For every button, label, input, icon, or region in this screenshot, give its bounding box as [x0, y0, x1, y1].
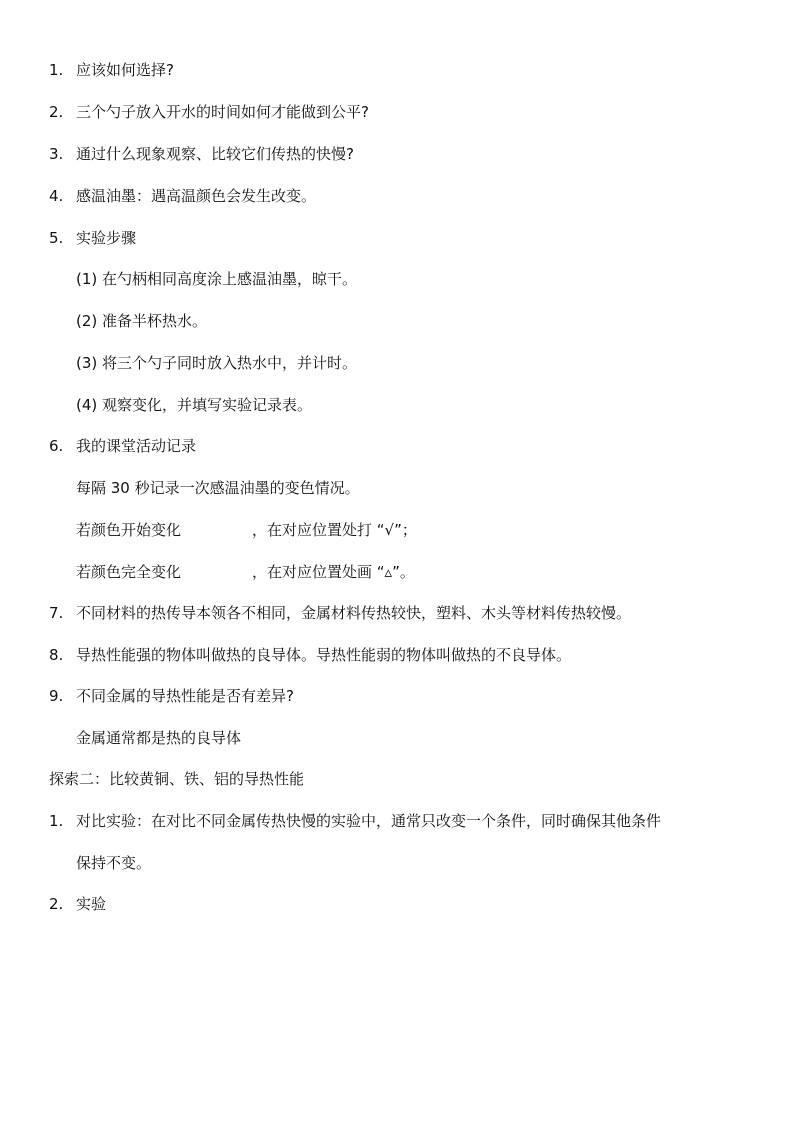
rule-condition: 若颜色完全变化: [76, 563, 182, 581]
rule-condition: 若颜色开始变化: [76, 521, 182, 539]
item-number: 2.: [49, 103, 64, 121]
step-text: (2) 准备半杯热水。: [76, 312, 208, 330]
answer-text: 金属通常都是热的良导体: [76, 729, 242, 747]
item-number: 7.: [49, 604, 64, 622]
rule-action: ，在对应位置处画 “▵”。: [252, 563, 415, 581]
item-text: 不同材料的热传导本领各不相同，金属材料传热较快，塑料、木头等材料传热较慢。: [76, 604, 632, 622]
item-number: 1.: [49, 61, 64, 79]
rule-action: ，在对应位置处打 “√”；: [252, 521, 417, 539]
step-text: (4) 观察变化，并填写实验记录表。: [76, 396, 313, 414]
item-number: 8.: [49, 646, 64, 664]
item-number: 6.: [49, 437, 64, 455]
item-text: 实验: [76, 895, 107, 913]
item-text: 三个勺子放入开水的时间如何才能做到公平?: [76, 103, 369, 121]
section-title-text: 探索二：比较黄铜、铁、铝的导热性能: [49, 770, 305, 788]
step-text: (1) 在勺柄相同高度涂上感温油墨，晾干。: [76, 270, 358, 288]
step-text: (3) 将三个勺子同时放入热水中，并计时。: [76, 354, 358, 372]
record-note-text: 每隔 30 秒记录一次感温油墨的变色情况。: [76, 479, 360, 497]
item-text: 导热性能强的物体叫做热的良导体。导热性能弱的物体叫做热的不良导体。: [76, 646, 572, 664]
item-number: 5.: [49, 229, 64, 247]
item-text: 实验步骤: [76, 229, 137, 247]
item-text: 我的课堂活动记录: [76, 437, 197, 455]
item-number: 2.: [49, 895, 64, 913]
item-text: 通过什么现象观察、比较它们传热的快慢?: [76, 145, 354, 163]
item-text: 对比实验：在对比不同金属传热快慢的实验中，通常只改变一个条件，同时确保其他条件: [76, 812, 662, 830]
item-number: 4.: [49, 187, 64, 205]
item-number: 3.: [49, 145, 64, 163]
item-text: 感温油墨：遇高温颜色会发生改变。: [76, 187, 317, 205]
item-text: 应该如何选择?: [76, 61, 174, 79]
item-number: 1.: [49, 812, 64, 830]
item-text: 不同金属的导热性能是否有差异?: [76, 687, 294, 705]
item-number: 9.: [49, 687, 64, 705]
item-text-continued: 保持不变。: [76, 854, 152, 872]
